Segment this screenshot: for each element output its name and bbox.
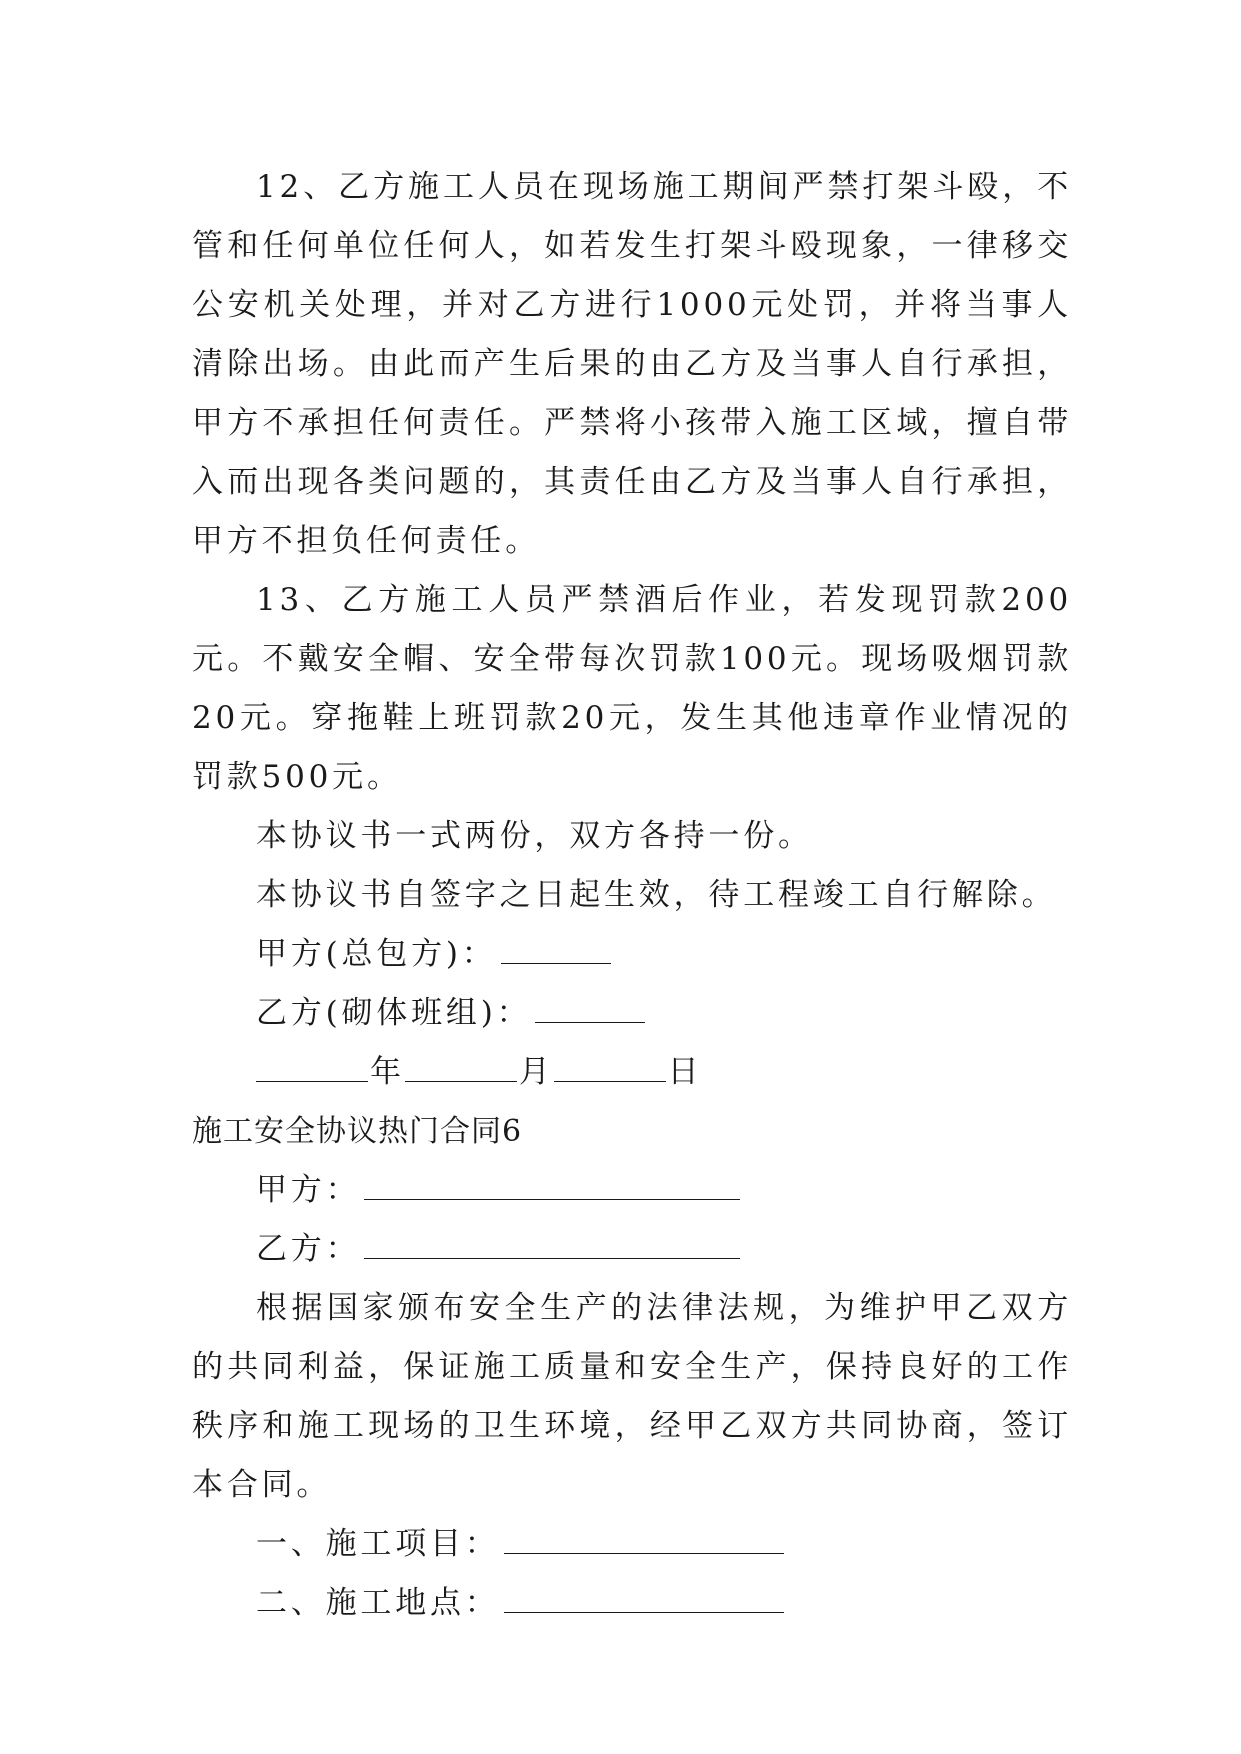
date-line [192, 1043, 1072, 1102]
party-a-general-signature-line [192, 925, 1072, 984]
party-a-label: 甲方： [256, 1172, 361, 1208]
party-b-blank [364, 1234, 740, 1259]
construction-project-label: 一、施工项目： [256, 1526, 500, 1562]
construction-project-line [192, 1515, 1072, 1574]
day-label: 日 [667, 1054, 703, 1090]
construction-site-label: 二、施工地点： [256, 1585, 500, 1621]
year-label: 年 [370, 1054, 405, 1090]
party-b-line [192, 1220, 1072, 1279]
party-a-line [192, 1161, 1072, 1220]
month-label: 月 [518, 1054, 554, 1090]
party-a-general-label: 甲方(总包方)： [256, 936, 497, 972]
construction-project-blank [504, 1529, 784, 1554]
month-blank [405, 1057, 517, 1082]
clause-13-paragraph: 13、乙方施工人员严禁酒后作业，若发现罚款200元。不戴安全帽、安全带每次罚款100元。现场吸烟罚款20元。穿拖鞋上班罚款20元，发生其他违章作业情况的罚款500元。 [192, 582, 1072, 795]
party-b-label: 乙方： [256, 1231, 361, 1267]
construction-site-line [192, 1574, 1072, 1633]
intro-paragraph: 根据国家颁布安全生产的法律法规，为维护甲乙双方的共同利益，保证施工质量和安全生产，保持良好的工作秩序和施工现场的卫生环境，经甲乙双方共同协商，签订本合同。 [192, 1290, 1072, 1503]
effective-statement: 本协议书自签字之日起生效，待工程竣工自行解除。 [256, 877, 1057, 913]
section-title: 施工安全协议热门合同6 [192, 1114, 523, 1149]
year-blank [256, 1057, 368, 1082]
party-a-general-blank [501, 939, 611, 964]
copies-statement: 本协议书一式两份，双方各持一份。 [256, 818, 813, 854]
clause-12-paragraph: 12、乙方施工人员在现场施工期间严禁打架斗殴，不管和任何单位任何人，如若发生打架斗殴现象，一律移交公安机关处理，并对乙方进行1000元处罚，并将当事人清除出场。由此而产生后果的由乙方及当事人自行承担，甲方不承担任何责任。严禁将小孩带入施工区域，擅自带入而出现各类问题的，其责任由乙方及当事人自行承担，甲方不担负任何责任。 [192, 169, 1072, 559]
party-b-team-blank [535, 998, 645, 1023]
construction-site-blank [504, 1588, 784, 1613]
day-blank [554, 1057, 666, 1082]
party-b-team-signature-line [192, 984, 1072, 1043]
party-a-blank [364, 1175, 740, 1200]
document-page [192, 158, 1072, 1633]
party-b-team-label: 乙方(砌体班组)： [256, 995, 532, 1031]
